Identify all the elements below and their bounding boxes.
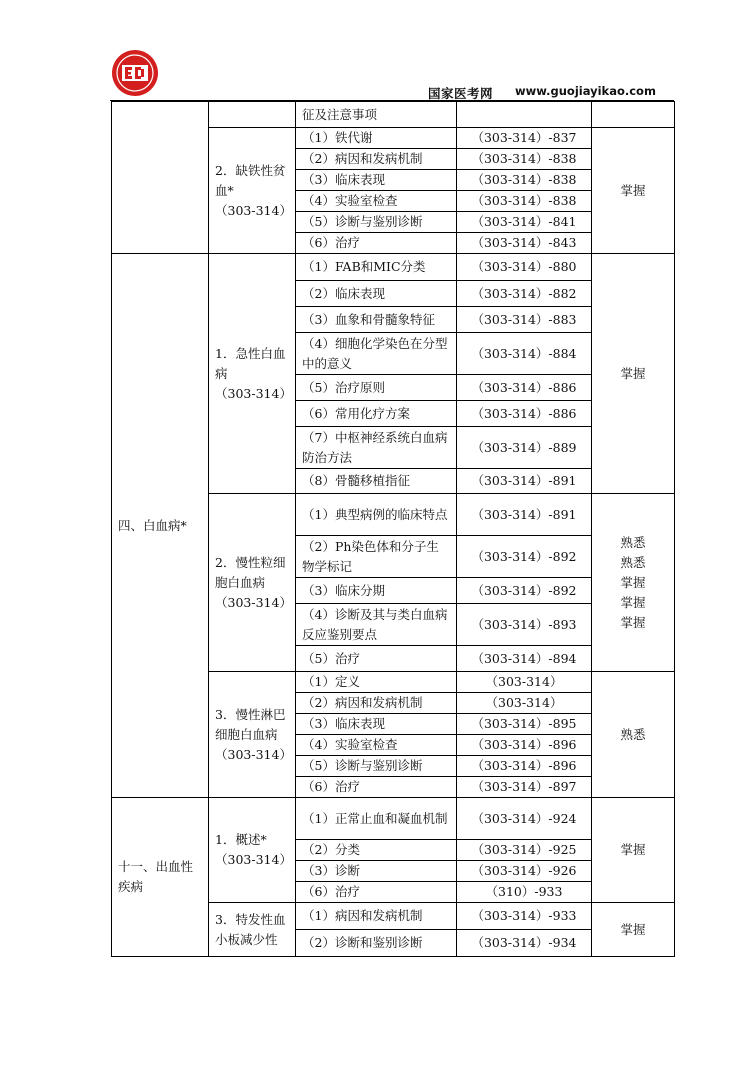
section-title: 3．慢性淋巴细胞白血病	[215, 706, 286, 742]
section-code: （303-314）	[215, 746, 292, 762]
page-cell: （310）-933	[457, 882, 592, 903]
page-cell: （303-314）	[457, 672, 592, 693]
requirement-cell: 熟悉	[592, 672, 675, 798]
section-cell	[209, 672, 296, 798]
table-row	[112, 798, 675, 840]
logo-icon	[110, 48, 160, 98]
item-cell: （7）中枢神经系统白血病防治方法	[296, 427, 457, 469]
section-title: 1．急性白血病	[215, 345, 286, 381]
section-cell	[209, 903, 296, 957]
item-cell: （3）临床表现	[296, 714, 457, 735]
requirement-cell: 掌握	[592, 798, 675, 903]
page-cell: （303-314）-895	[457, 714, 592, 735]
page-cell: （303-314）-838	[457, 191, 592, 212]
requirement-cell: 掌握	[592, 128, 675, 254]
page-cell: （303-314）-934	[457, 930, 592, 957]
page-cell: （303-314）-841	[457, 212, 592, 233]
chapter-cell-blank	[112, 102, 209, 254]
item-cell: 征及注意事项	[296, 102, 457, 128]
chapter-cell: 十一、出血性疾病	[112, 798, 209, 957]
section-code: （303-314）	[215, 852, 292, 867]
section-code: （303-314）	[215, 202, 292, 218]
requirement-line: 掌握	[620, 594, 646, 610]
page-cell: （303-314）-924	[457, 798, 592, 840]
page-cell: （303-314）	[457, 693, 592, 714]
page-cell: （303-314）-883	[457, 307, 592, 333]
page-cell: （303-314）-894	[457, 646, 592, 672]
item-cell: （3）临床分期	[296, 578, 457, 604]
page-cell: （303-314）-891	[457, 469, 592, 494]
section-cell-blank	[209, 102, 296, 128]
item-cell: （1）铁代谢	[296, 128, 457, 149]
item-cell: （6）常用化疗方案	[296, 401, 457, 427]
section-cell	[209, 128, 296, 254]
section-title: 2．缺铁性贫血*	[215, 162, 286, 198]
requirement-line: 掌握	[620, 614, 646, 630]
section-cell	[209, 494, 296, 672]
page-cell: （303-314）-882	[457, 281, 592, 307]
requirement-line: 熟悉	[620, 534, 646, 550]
page-cell: （303-314）-926	[457, 861, 592, 882]
page-cell: （303-314）-838	[457, 149, 592, 170]
section-cell	[209, 254, 296, 494]
requirement-cell: 掌握	[592, 903, 675, 957]
page-cell: （303-314）-838	[457, 170, 592, 191]
item-cell: （1）正常止血和凝血机制	[296, 798, 457, 840]
page-cell: （303-314）-896	[457, 735, 592, 756]
item-cell: （3）诊断	[296, 861, 457, 882]
requirement-cell	[592, 494, 675, 672]
section-title: 2．慢性粒细胞白血病	[215, 554, 286, 590]
page-cell: （303-314）-892	[457, 578, 592, 604]
item-cell: （5）治疗原则	[296, 375, 457, 401]
page-cell: （303-314）-880	[457, 254, 592, 281]
page-cell: （303-314）-893	[457, 604, 592, 646]
item-cell: （2）Ph染色体和分子生物学标记	[296, 536, 457, 578]
item-cell: （5）诊断与鉴别诊断	[296, 756, 457, 777]
site-url[interactable]: www.guojiayikao.com	[515, 84, 656, 98]
item-cell: （4）诊断及其与类白血病反应鉴别要点	[296, 604, 457, 646]
item-cell: （6）治疗	[296, 233, 457, 254]
page-cell	[457, 102, 592, 128]
item-cell: （5）诊断与鉴别诊断	[296, 212, 457, 233]
item-cell: （4）细胞化学染色在分型中的意义	[296, 333, 457, 375]
section-cell	[209, 798, 296, 903]
item-cell: （1）定义	[296, 672, 457, 693]
page-cell: （303-314）-897	[457, 777, 592, 798]
item-cell: （4）实验室检查	[296, 735, 457, 756]
item-cell: （1）典型病例的临床特点	[296, 494, 457, 536]
page-cell: （303-314）-889	[457, 427, 592, 469]
page-cell: （303-314）-896	[457, 756, 592, 777]
chapter-cell: 四、白血病*	[112, 254, 209, 798]
item-cell: （2）病因和发病机制	[296, 149, 457, 170]
item-cell: （3）临床表现	[296, 170, 457, 191]
page-cell: （303-314）-925	[457, 840, 592, 861]
page-cell: （303-314）-933	[457, 903, 592, 930]
section-code: （303-314）	[215, 385, 292, 401]
item-cell: （2）临床表现	[296, 281, 457, 307]
table-row	[112, 254, 675, 281]
section-title: 3．特发性血小板减少性	[215, 911, 286, 947]
table-row	[112, 102, 675, 128]
item-cell: （2）分类	[296, 840, 457, 861]
page-cell: （303-314）-843	[457, 233, 592, 254]
item-cell: （1）病因和发病机制	[296, 903, 457, 930]
requirement-cell-blank	[592, 102, 675, 128]
page-cell: （303-314）-884	[457, 333, 592, 375]
item-cell: （6）治疗	[296, 882, 457, 903]
item-cell: （1）FAB和MIC分类	[296, 254, 457, 281]
page-cell: （303-314）-886	[457, 401, 592, 427]
section-title: 1．概述*	[215, 832, 267, 847]
item-cell: （2）诊断和鉴别诊断	[296, 930, 457, 957]
page-cell: （303-314）-891	[457, 494, 592, 536]
section-code: （303-314）	[215, 594, 292, 610]
item-cell: （6）治疗	[296, 777, 457, 798]
item-cell: （4）实验室检查	[296, 191, 457, 212]
syllabus-table	[111, 101, 675, 957]
page-cell: （303-314）-892	[457, 536, 592, 578]
requirement-cell: 掌握	[592, 254, 675, 494]
requirement-line: 掌握	[620, 574, 646, 590]
item-cell: （5）治疗	[296, 646, 457, 672]
requirement-line: 熟悉	[620, 554, 646, 570]
page-cell: （303-314）-837	[457, 128, 592, 149]
item-cell: （8）骨髓移植指征	[296, 469, 457, 494]
item-cell: （3）血象和骨髓象特征	[296, 307, 457, 333]
site-title: 国家医考网	[428, 86, 494, 101]
page-cell: （303-314）-886	[457, 375, 592, 401]
item-cell: （2）病因和发病机制	[296, 693, 457, 714]
